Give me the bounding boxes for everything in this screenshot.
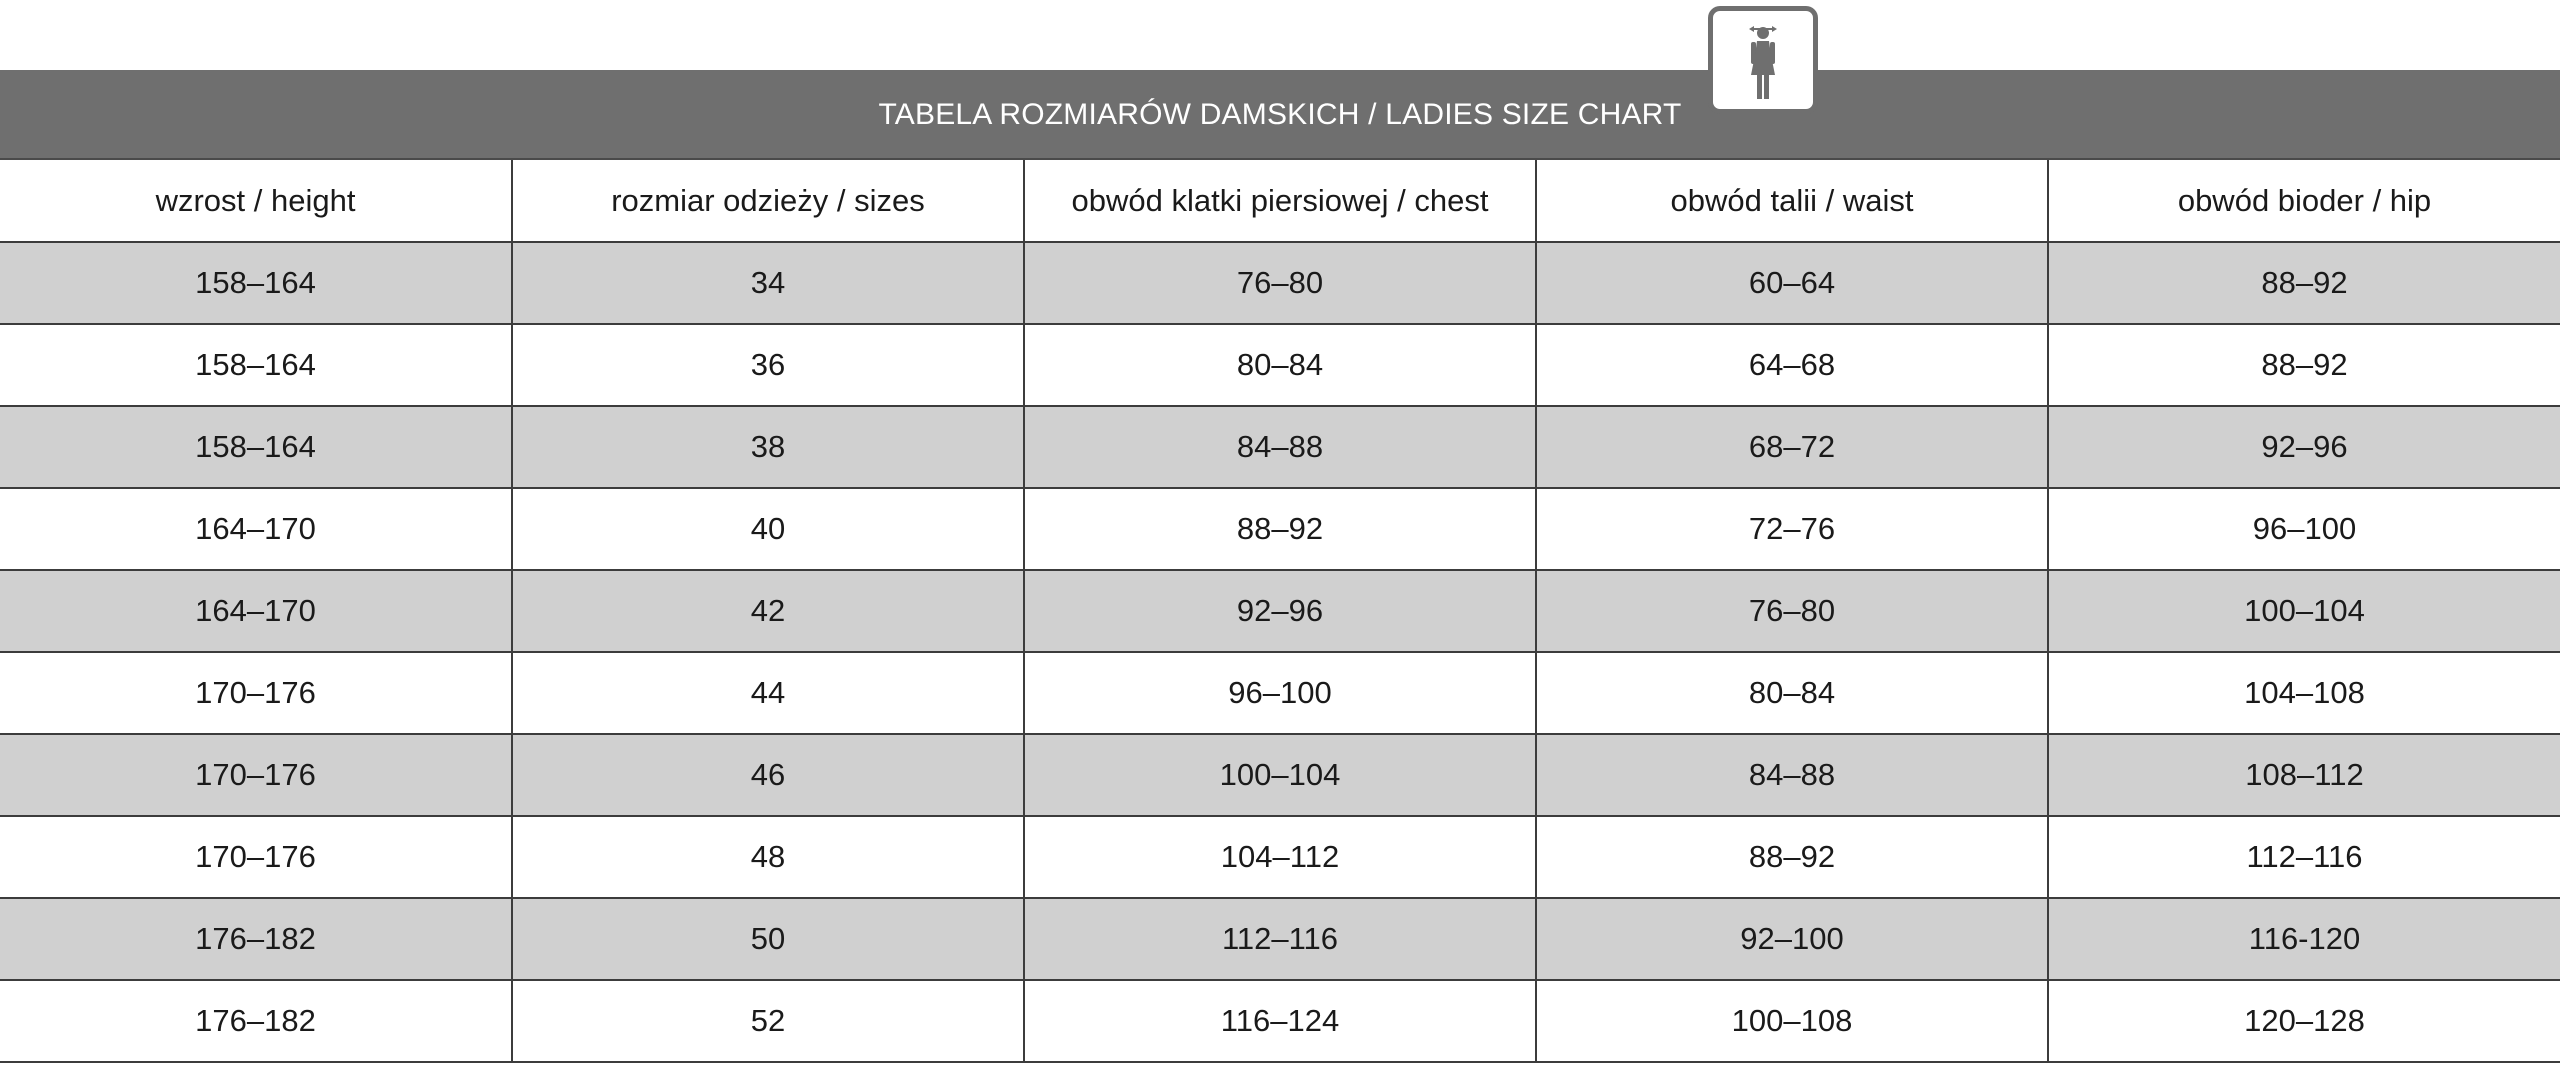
cell-chest: 100–104 — [1024, 734, 1536, 816]
column-header-waist: obwód talii / waist — [1536, 160, 2048, 242]
table-row — [0, 406, 2560, 488]
cell-height: 170–176 — [0, 652, 512, 734]
cell-size: 38 — [512, 406, 1024, 488]
table-row — [0, 980, 2560, 1062]
cell-height: 170–176 — [0, 816, 512, 898]
table-row — [0, 488, 2560, 570]
cell-hip: 104–108 — [2048, 652, 2560, 734]
cell-chest: 76–80 — [1024, 242, 1536, 324]
cell-size: 52 — [512, 980, 1024, 1062]
cell-size: 40 — [512, 488, 1024, 570]
cell-size: 42 — [512, 570, 1024, 652]
column-header-height: wzrost / height — [0, 160, 512, 242]
cell-height: 176–182 — [0, 898, 512, 980]
cell-chest: 112–116 — [1024, 898, 1536, 980]
column-header-chest: obwód klatki piersiowej / chest — [1024, 160, 1536, 242]
cell-size: 48 — [512, 816, 1024, 898]
size-table — [0, 160, 2560, 1063]
cell-size: 46 — [512, 734, 1024, 816]
cell-waist: 84–88 — [1536, 734, 2048, 816]
chart-title: TABELA ROZMIARÓW DAMSKICH / LADIES SIZE CHART — [878, 98, 1682, 131]
cell-hip: 100–104 — [2048, 570, 2560, 652]
cell-height: 158–164 — [0, 242, 512, 324]
cell-hip: 116-120 — [2048, 898, 2560, 980]
title-bar — [0, 70, 2560, 160]
cell-hip: 96–100 — [2048, 488, 2560, 570]
cell-waist: 72–76 — [1536, 488, 2048, 570]
cell-hip: 108–112 — [2048, 734, 2560, 816]
header-row — [0, 160, 2560, 242]
table-row — [0, 324, 2560, 406]
table-row — [0, 242, 2560, 324]
cell-waist: 88–92 — [1536, 816, 2048, 898]
table-row — [0, 570, 2560, 652]
cell-hip: 88–92 — [2048, 242, 2560, 324]
cell-waist: 68–72 — [1536, 406, 2048, 488]
cell-height: 164–170 — [0, 488, 512, 570]
woman-figure-icon — [1708, 6, 1818, 114]
cell-height: 158–164 — [0, 406, 512, 488]
cell-height: 158–164 — [0, 324, 512, 406]
cell-waist: 76–80 — [1536, 570, 2048, 652]
cell-chest: 92–96 — [1024, 570, 1536, 652]
cell-hip: 92–96 — [2048, 406, 2560, 488]
cell-waist: 92–100 — [1536, 898, 2048, 980]
cell-waist: 80–84 — [1536, 652, 2048, 734]
cell-height: 170–176 — [0, 734, 512, 816]
column-header-hip: obwód bioder / hip — [2048, 160, 2560, 242]
cell-height: 164–170 — [0, 570, 512, 652]
cell-waist: 60–64 — [1536, 242, 2048, 324]
cell-size: 50 — [512, 898, 1024, 980]
cell-chest: 104–112 — [1024, 816, 1536, 898]
cell-chest: 80–84 — [1024, 324, 1536, 406]
cell-size: 44 — [512, 652, 1024, 734]
column-header-sizes: rozmiar odzieży / sizes — [512, 160, 1024, 242]
cell-waist: 100–108 — [1536, 980, 2048, 1062]
cell-chest: 116–124 — [1024, 980, 1536, 1062]
cell-size: 34 — [512, 242, 1024, 324]
cell-hip: 88–92 — [2048, 324, 2560, 406]
cell-waist: 64–68 — [1536, 324, 2048, 406]
cell-chest: 84–88 — [1024, 406, 1536, 488]
table-row — [0, 816, 2560, 898]
cell-hip: 120–128 — [2048, 980, 2560, 1062]
cell-height: 176–182 — [0, 980, 512, 1062]
table-row — [0, 898, 2560, 980]
table-row — [0, 734, 2560, 816]
cell-hip: 112–116 — [2048, 816, 2560, 898]
cell-chest: 96–100 — [1024, 652, 1536, 734]
cell-size: 36 — [512, 324, 1024, 406]
cell-chest: 88–92 — [1024, 488, 1536, 570]
table-row — [0, 652, 2560, 734]
